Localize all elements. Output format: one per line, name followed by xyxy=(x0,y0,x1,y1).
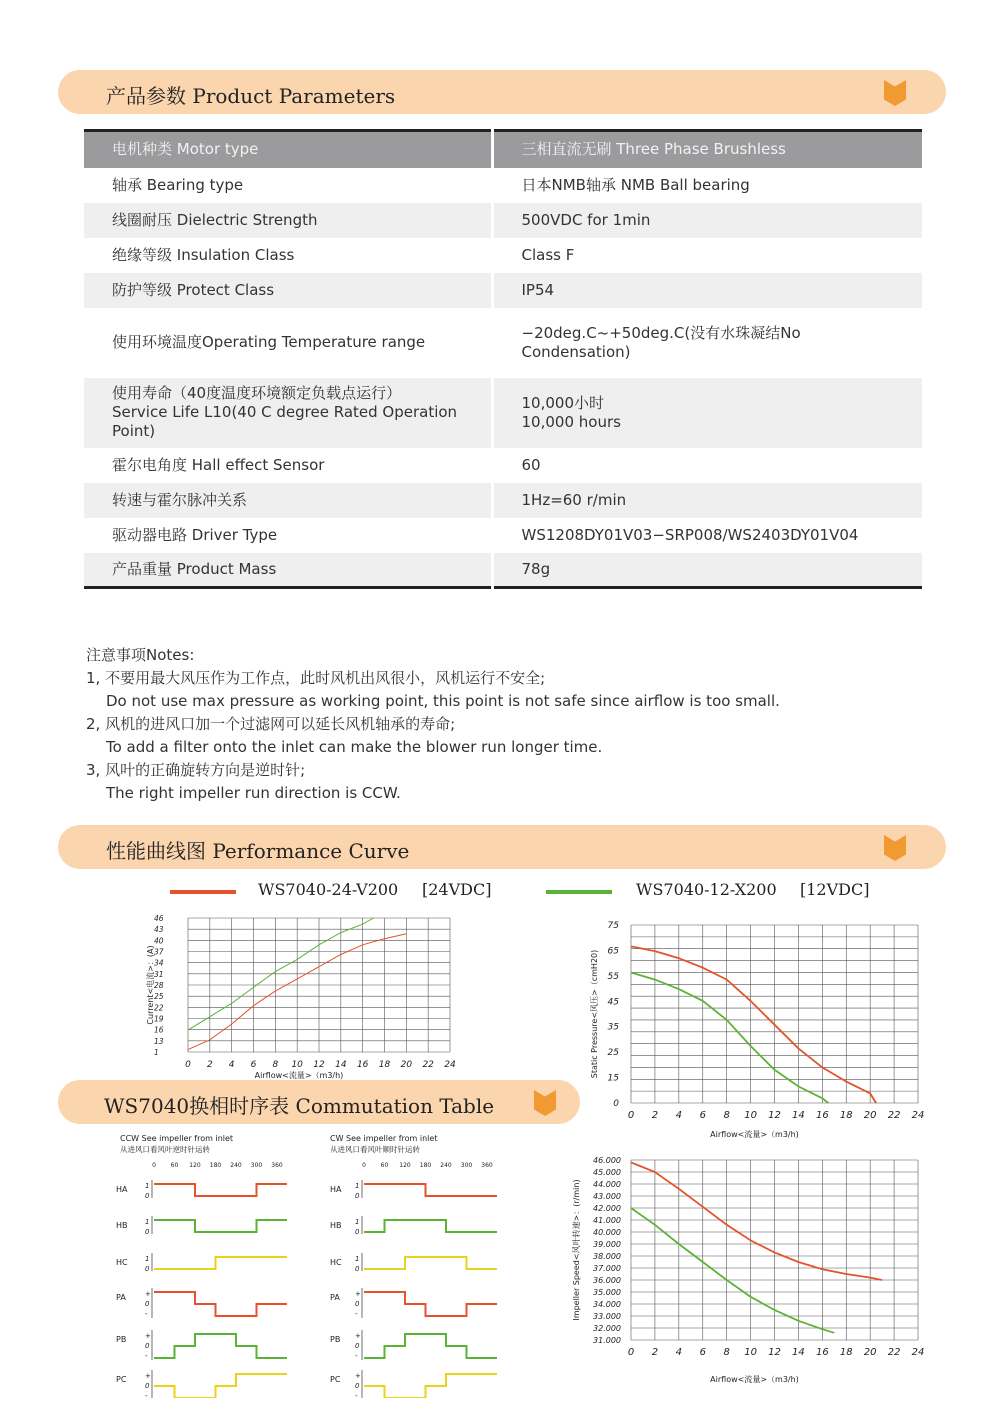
x-tick-label: 22 xyxy=(422,1060,434,1070)
level-label: + xyxy=(355,1290,361,1298)
y-tick-label: 37.000 xyxy=(593,1264,621,1273)
table-cell-value: 三相直流无刷 Three Phase Brushless xyxy=(492,131,922,168)
table-row xyxy=(84,238,922,273)
legend-green-voltage: [12VDC] xyxy=(800,880,870,899)
y-tick-label: 28 xyxy=(154,981,164,990)
level-label: 0 xyxy=(145,1342,150,1350)
table-row xyxy=(84,483,922,518)
signal-label: HA xyxy=(330,1185,342,1194)
table-cell-label: 转速与霍尔脉冲关系 xyxy=(84,483,492,518)
y-tick-label: 75 xyxy=(607,921,619,931)
level-label: - xyxy=(355,1310,358,1318)
angle-label: 180 xyxy=(419,1162,432,1169)
table-cell-value: 日本NMB轴承 NMB Ball bearing xyxy=(521,175,750,194)
chevron-down-icon xyxy=(534,1090,556,1116)
x-tick-label: 4 xyxy=(675,1110,683,1121)
table-cell-label: 驱动器电路 Driver Type xyxy=(84,518,492,553)
y-tick-label: 42.000 xyxy=(593,1204,621,1213)
signal-waveform-ha xyxy=(364,1184,497,1196)
table-row xyxy=(84,378,922,448)
y-tick-label: 36.000 xyxy=(593,1276,621,1285)
table-cell-label: 线圈耐压 Dielectric Strength xyxy=(84,203,492,238)
y-axis-label: Impeller Speed<风叶转速>：(r/min) xyxy=(572,1179,581,1321)
level-label: 0 xyxy=(145,1192,150,1200)
x-axis-label: Airflow<流量>（m3/h) xyxy=(254,1071,344,1080)
x-tick-label: 0 xyxy=(627,1110,635,1121)
x-tick-label: 14 xyxy=(792,1347,805,1358)
y-tick-label: 19 xyxy=(154,1014,164,1024)
table-cell-value: IP54 xyxy=(492,273,922,308)
y-tick-label: 25 xyxy=(607,1048,619,1059)
angle-label: 360 xyxy=(271,1162,283,1169)
x-tick-label: 6 xyxy=(250,1060,257,1070)
table-cell-label: 轴承 Bearing type xyxy=(84,168,492,203)
note-en: The right impeller run direction is CCW. xyxy=(106,784,401,802)
signal-label: HC xyxy=(116,1258,128,1267)
x-tick-label: 10 xyxy=(291,1060,303,1070)
x-tick-label: 12 xyxy=(313,1060,325,1070)
signal-label: PC xyxy=(330,1375,341,1384)
signal-label: HA xyxy=(116,1185,128,1194)
table-cell-label: 防护等级 Protect Class xyxy=(84,273,492,308)
level-label: 1 xyxy=(145,1182,150,1190)
legend-red-model: WS7040-24-V200 xyxy=(258,880,399,899)
level-label: 1 xyxy=(145,1255,150,1263)
x-tick-label: 8 xyxy=(723,1347,730,1358)
y-tick-label: 55 xyxy=(607,971,619,982)
y-tick-label: 15 xyxy=(607,1073,619,1084)
signal-label: PA xyxy=(330,1293,340,1302)
angle-label: 60 xyxy=(170,1162,179,1169)
y-tick-label: 40.000 xyxy=(593,1228,621,1237)
signal-waveform-hc xyxy=(154,1257,287,1269)
table-cell-value: 10,000小时 10,000 hours xyxy=(492,378,922,448)
x-tick-label: 24 xyxy=(444,1060,456,1070)
note-cn: 1, 不要用最大风压作为工作点，此时风机出风很小，风机运行不安全; xyxy=(86,669,546,687)
table-cell-value: 500VDC for 1min xyxy=(492,203,922,238)
note-cn: 2, 风机的进风口加一个过滤网可以延长风机轴承的寿命; xyxy=(86,715,456,733)
section-title: 性能曲线图 Performance Curve xyxy=(106,839,410,863)
x-tick-label: 10 xyxy=(744,1347,757,1358)
legend-red-swatch xyxy=(170,890,236,894)
x-tick-label: 0 xyxy=(627,1347,635,1358)
table-cell-value: Class F xyxy=(521,245,575,264)
y-tick-label: 43 xyxy=(154,925,164,935)
table-cell-value: −20deg.C~+50deg.C(没有水珠凝结No Condensation) xyxy=(521,323,801,361)
y-tick-label: 41.000 xyxy=(593,1216,621,1225)
x-tick-label: 18 xyxy=(839,1110,853,1121)
level-label: - xyxy=(145,1352,148,1360)
y-tick-label: 25 xyxy=(154,992,164,1002)
angle-label: 0 xyxy=(362,1162,366,1169)
x-tick-label: 20 xyxy=(400,1060,413,1070)
commutation-table-banner xyxy=(58,1080,580,1124)
signal-label: PB xyxy=(116,1335,127,1344)
y-tick-label: 45.000 xyxy=(593,1168,621,1177)
x-tick-label: 8 xyxy=(723,1110,730,1121)
signal-waveform-pa xyxy=(154,1292,287,1316)
signal-label: PB xyxy=(330,1335,341,1344)
signal-label: PC xyxy=(116,1375,127,1384)
level-label: 0 xyxy=(145,1300,150,1308)
level-label: 1 xyxy=(355,1255,360,1263)
signal-label: PA xyxy=(116,1293,126,1302)
commutation-ccw-diagram xyxy=(110,1130,310,1398)
x-tick-label: 16 xyxy=(815,1110,829,1121)
level-label: - xyxy=(145,1310,148,1318)
section-title: WS7040换相时序表 Commutation Table xyxy=(104,1094,495,1118)
level-label: 0 xyxy=(355,1265,360,1273)
table-cell-value: 78g xyxy=(492,553,922,588)
table-header-row xyxy=(84,131,922,168)
x-tick-label: 18 xyxy=(378,1060,391,1070)
level-label: 0 xyxy=(145,1265,150,1273)
note-cn: 3, 风叶的正确旋转方向是逆时针; xyxy=(86,761,306,779)
y-tick-label: 34 xyxy=(154,958,164,968)
x-tick-label: 12 xyxy=(768,1347,781,1358)
x-tick-label: 22 xyxy=(887,1110,901,1121)
signal-waveform-hc xyxy=(364,1257,497,1269)
chevron-down-icon xyxy=(884,835,906,861)
table-row xyxy=(84,308,922,378)
angle-label: 0 xyxy=(152,1162,156,1169)
x-tick-label: 14 xyxy=(792,1110,805,1121)
x-tick-label: 10 xyxy=(744,1110,757,1121)
table-row xyxy=(84,273,922,308)
commutation-cw-diagram xyxy=(320,1130,520,1398)
signal-waveform-pb xyxy=(154,1334,287,1358)
y-tick-label: 0 xyxy=(613,1099,619,1109)
series-24vdc-line xyxy=(631,1162,882,1280)
table-row xyxy=(84,168,922,203)
angle-label: 300 xyxy=(460,1162,473,1169)
y-tick-label: 35 xyxy=(607,1022,619,1033)
angle-label: 240 xyxy=(440,1162,452,1169)
notes-title: 注意事项Notes: xyxy=(86,646,195,664)
level-label: 1 xyxy=(145,1218,150,1226)
level-label: 0 xyxy=(145,1382,150,1390)
angle-label: 300 xyxy=(250,1162,263,1169)
signal-waveform-pc xyxy=(364,1374,497,1398)
diagram-subtitle: 从进风口看风叶逆时针运转 xyxy=(120,1145,210,1154)
level-label: 1 xyxy=(355,1182,360,1190)
signal-waveform-hb xyxy=(364,1220,497,1232)
notes-section xyxy=(86,644,780,805)
x-tick-label: 18 xyxy=(839,1347,853,1358)
parameters-table xyxy=(84,129,922,589)
x-tick-label: 24 xyxy=(911,1347,925,1358)
y-tick-label: 65 xyxy=(607,946,619,957)
speed-chart xyxy=(565,1150,930,1390)
x-tick-label: 16 xyxy=(815,1347,829,1358)
level-label: 0 xyxy=(355,1382,360,1390)
y-tick-label: 37 xyxy=(154,947,164,957)
y-axis-label: Static Pressure<风压>（cmH20) xyxy=(590,949,599,1079)
performance-curve-banner xyxy=(58,825,946,869)
table-row xyxy=(84,518,922,553)
signal-waveform-hb xyxy=(154,1220,287,1232)
chevron-down-icon xyxy=(884,80,906,106)
table-cell-label: 产品重量 Product Mass xyxy=(84,553,492,588)
level-label: 0 xyxy=(355,1192,360,1200)
level-label: + xyxy=(145,1290,151,1298)
y-tick-label: 34.000 xyxy=(593,1300,621,1309)
x-tick-label: 16 xyxy=(356,1060,369,1070)
x-tick-label: 22 xyxy=(887,1347,901,1358)
x-tick-label: 2 xyxy=(651,1347,659,1358)
y-tick-label: 40 xyxy=(154,936,164,946)
y-tick-label: 39.000 xyxy=(593,1240,621,1249)
level-label: 0 xyxy=(355,1300,360,1308)
x-axis-label: Airflow<流量>（m3/h) xyxy=(710,1375,799,1384)
product-parameters-banner xyxy=(58,70,946,114)
y-tick-label: 31.000 xyxy=(593,1336,621,1345)
angle-label: 240 xyxy=(230,1162,242,1169)
y-tick-label: 44.000 xyxy=(593,1180,621,1189)
y-tick-label: 43.000 xyxy=(593,1192,621,1201)
diagram-title: CCW See impeller from inlet xyxy=(120,1134,234,1143)
diagram-title: CW See impeller from inlet xyxy=(330,1134,438,1143)
legend-green-swatch xyxy=(546,890,612,894)
signal-label: HB xyxy=(330,1221,342,1230)
level-label: 0 xyxy=(355,1228,360,1236)
x-axis-label: Airflow<流量>（m3/h) xyxy=(710,1130,799,1139)
x-tick-label: 8 xyxy=(272,1060,279,1070)
angle-label: 180 xyxy=(209,1162,222,1169)
table-row xyxy=(84,448,922,483)
x-tick-label: 2 xyxy=(206,1060,213,1070)
signal-waveform-ha xyxy=(154,1184,287,1196)
angle-label: 120 xyxy=(399,1162,411,1169)
table-cell-value: 60 xyxy=(521,455,541,474)
x-tick-label: 0 xyxy=(185,1060,191,1070)
x-tick-label: 20 xyxy=(863,1110,877,1121)
level-label: 0 xyxy=(355,1342,360,1350)
table-cell-label: 绝缘等级 Insulation Class xyxy=(84,238,492,273)
y-tick-label: 46 xyxy=(154,914,164,923)
y-tick-label: 1 xyxy=(154,1048,159,1057)
y-tick-label: 16 xyxy=(154,1025,164,1035)
x-tick-label: 12 xyxy=(768,1110,781,1121)
x-tick-label: 6 xyxy=(699,1347,706,1358)
x-tick-label: 24 xyxy=(911,1110,925,1121)
level-label: + xyxy=(355,1372,361,1380)
series-12vdc-line xyxy=(631,1208,834,1333)
y-axis-label: Current<电流>：(A) xyxy=(146,945,155,1025)
level-label: - xyxy=(355,1352,358,1360)
table-cell-label: 霍尔电角度 Hall effect Sensor xyxy=(84,448,492,483)
note-en: To add a filter onto the inlet can make the blower run longer time. xyxy=(106,738,603,756)
signal-waveform-pa xyxy=(364,1292,497,1316)
y-tick-label: 46.000 xyxy=(593,1156,621,1165)
table-cell-label: 使用环境温度Operating Temperature range xyxy=(84,308,492,378)
x-tick-label: 20 xyxy=(863,1347,877,1358)
section-title: 产品参数 Product Parameters xyxy=(106,84,396,108)
diagram-subtitle: 从进风口看风叶顺时针运转 xyxy=(330,1145,420,1154)
table-cell-label: 使用寿命（40度温度环境额定负载点运行） Service Life L10(40 C degree Rated Operation Point) xyxy=(84,378,492,448)
y-tick-label: 13 xyxy=(154,1036,164,1046)
table-row xyxy=(84,553,922,588)
current-chart xyxy=(140,910,470,1085)
angle-label: 60 xyxy=(380,1162,389,1169)
level-label: 1 xyxy=(355,1218,360,1226)
legend-green-model: WS7040-12-X200 xyxy=(636,880,777,899)
signal-waveform-pb xyxy=(364,1334,497,1358)
table-cell-value: WS1208DY01V03−SRP008/WS2403DY01V04 xyxy=(521,525,859,544)
y-tick-label: 31 xyxy=(154,969,164,979)
level-label: + xyxy=(145,1372,151,1380)
note-en: Do not use max pressure as working point, this point is not safe since airflow is too small. xyxy=(106,692,780,710)
level-label: + xyxy=(145,1332,151,1340)
y-tick-label: 35.000 xyxy=(593,1288,621,1297)
pressure-chart xyxy=(585,915,930,1145)
x-tick-label: 14 xyxy=(335,1060,347,1070)
y-tick-label: 22 xyxy=(154,1003,164,1013)
y-tick-label: 45 xyxy=(607,997,619,1008)
signal-waveform-pc xyxy=(154,1374,287,1398)
x-tick-label: 6 xyxy=(699,1110,706,1121)
y-tick-label: 38.000 xyxy=(593,1252,621,1261)
level-label: 0 xyxy=(145,1228,150,1236)
level-label: - xyxy=(145,1392,148,1398)
angle-label: 120 xyxy=(189,1162,201,1169)
level-label: - xyxy=(355,1392,358,1398)
level-label: + xyxy=(355,1332,361,1340)
signal-label: HB xyxy=(116,1221,128,1230)
table-cell-value: 1Hz=60 r/min xyxy=(492,483,922,518)
legend-red-voltage: [24VDC] xyxy=(422,880,492,899)
signal-label: HC xyxy=(330,1258,342,1267)
x-tick-label: 2 xyxy=(651,1110,659,1121)
table-cell-label: 电机种类 Motor type xyxy=(84,131,492,168)
x-tick-label: 4 xyxy=(675,1347,683,1358)
y-tick-label: 33.000 xyxy=(593,1312,621,1321)
x-tick-label: 4 xyxy=(228,1060,235,1070)
angle-label: 360 xyxy=(481,1162,493,1169)
table-row xyxy=(84,203,922,238)
y-tick-label: 32.000 xyxy=(593,1324,621,1333)
